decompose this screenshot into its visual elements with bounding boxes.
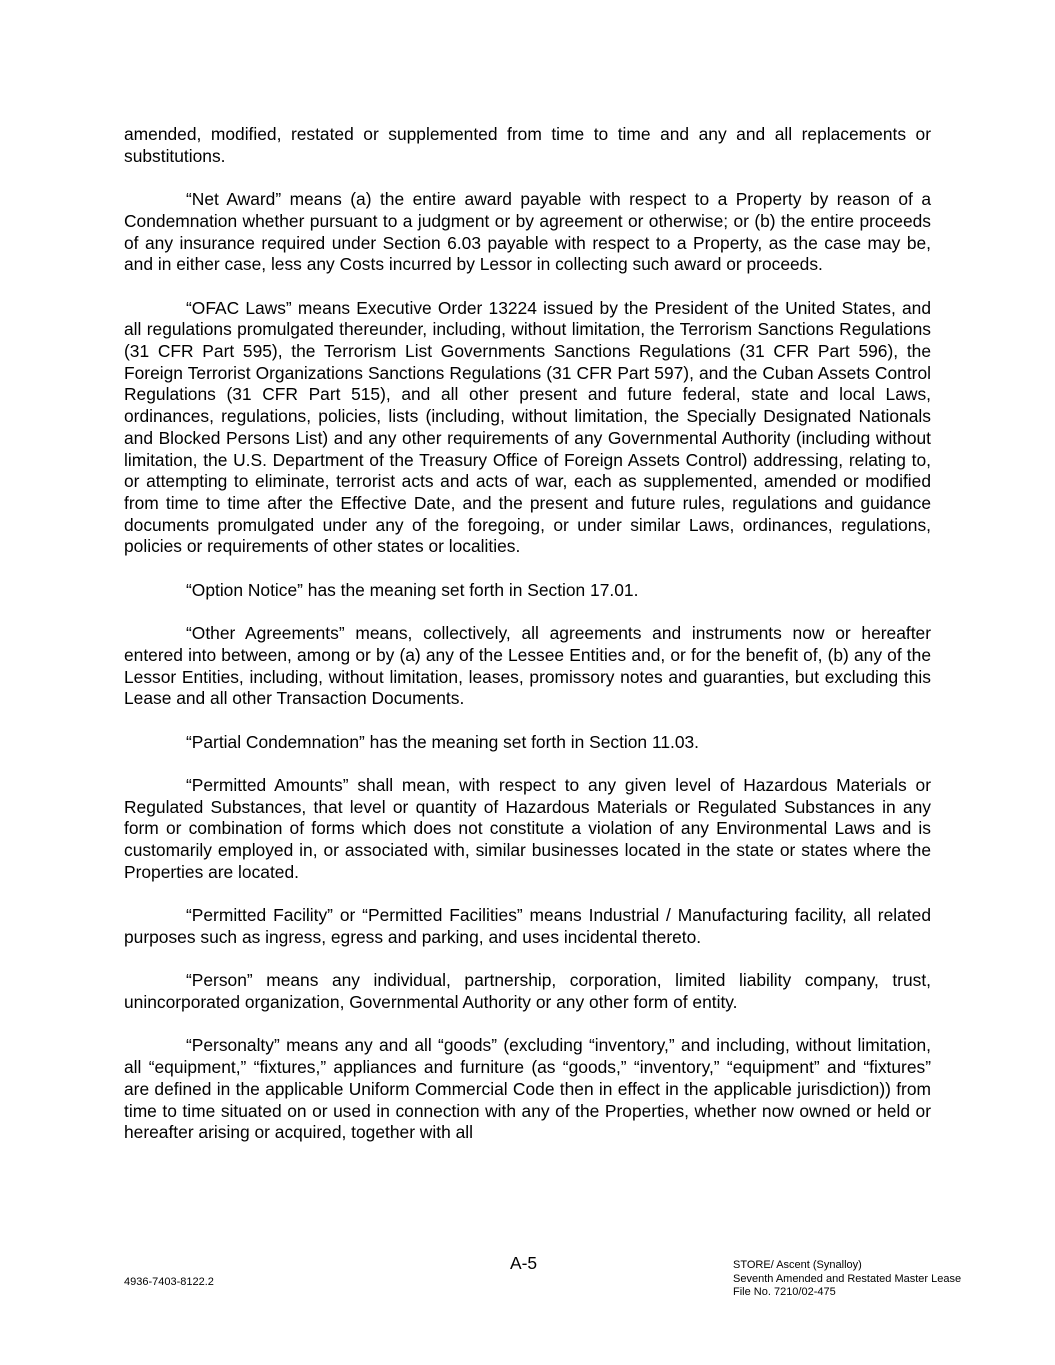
paragraph-continuation: amended, modified, restated or supplemented from time to time and any and all replacements or substitutions.	[124, 124, 931, 166]
definition-personalty: “Personalty” means any and all “goods” (excluding “inventory,” and including, without limitation, all “equipment,” “fixtures,” appliances and furniture (as “goods,” “inventory,” “equipment” and “fixtures” are defined in the applicable Uniform Commercial Code then in effect in the applicable jurisdiction)) from time to time situated on or used in connection with any of the Properties, whether now owned or held or hereafter arising or acquired, together with all	[124, 1035, 931, 1143]
footer-line-file-number: File No. 7210/02-475	[733, 1286, 836, 1298]
definition-partial-condemnation: “Partial Condemnation” has the meaning set forth in Section 11.03.	[186, 731, 699, 752]
document-id: 4936-7403-8122.2	[124, 1276, 214, 1288]
footer-line-store: STORE/ Ascent (Synalloy)	[733, 1259, 862, 1271]
definition-net-award: “Net Award” means (a) the entire award payable with respect to a Property by reason of a Condemnation whether pursuant to a judgment or by agreement or otherwise; or (b) the entire proceeds of any insurance required under Section 6.03 payable with respect to a Property, as the case may be, and in either case, less any Costs incurred by Lessor in collecting such award or proceeds.	[124, 189, 931, 275]
definition-option-notice: “Option Notice” has the meaning set forth in Section 17.01.	[186, 579, 639, 600]
page-number: A-5	[510, 1253, 538, 1273]
definition-permitted-facility: “Permitted Facility” or “Permitted Facilities” means Industrial / Manufacturing facility, all related purposes such as ingress, egress and parking, and uses incidental thereto.	[124, 905, 931, 947]
definition-other-agreements: “Other Agreements” means, collectively, all agreements and instruments now or hereafter entered into between, among or by (a) any of the Lessee Entities and, or for the benefit of, (b) any of the Lessor Entities, including, without limitation, leases, promissory notes and guaranties, but excluding this Lease and all other Transaction Documents.	[124, 623, 931, 709]
document-body	[124, 124, 931, 1166]
definition-person: “Person” means any individual, partnership, corporation, limited liability company, trust, unincorporated organization, Governmental Authority or any other form of entity.	[124, 970, 931, 1012]
definition-ofac-laws: “OFAC Laws” means Executive Order 13224 issued by the President of the United States, and all regulations promulgated thereunder, including, without limitation, the Terrorism Sanctions Regulations (31 CFR Part 595), the Terrorism List Governments Sanctions Regulations (31 CFR Part 596), the Foreign Terrorist Organizations Sanctions Regulations (31 CFR Part 597), and the Cuban Assets Control Regulations (31 CFR Part 515), and all other present and future federal, state and local Laws, ordinances, regulations, policies, lists (including, without limitation, the Specially Designated Nationals and Blocked Persons List) and any other requirements of any Governmental Authority (including without limitation, the U.S. Department of the Treasury Office of Foreign Assets Control) addressing, relating to, or attempting to eliminate, terrorist acts and acts of war, each as supplemented, amended or modified from time to time after the Effective Date, and the present and future rules, regulations and guidance documents promulgated under any of the foregoing, or under similar Laws, ordinances, regulations, policies or requirements of other states or localities.	[124, 297, 931, 557]
footer-line-lease-title: Seventh Amended and Restated Master Lease	[733, 1272, 962, 1285]
footer-file-info	[733, 1259, 961, 1300]
definition-permitted-amounts: “Permitted Amounts” shall mean, with respect to any given level of Hazardous Materials or Regulated Substances, that level or quantity of Hazardous Materials or Regulated Substances in any form or combination of forms which does not constitute a violation of any Environmental Laws and is customarily employed in, or associated with, similar businesses located in the state or states where the Properties are located.	[124, 775, 931, 882]
